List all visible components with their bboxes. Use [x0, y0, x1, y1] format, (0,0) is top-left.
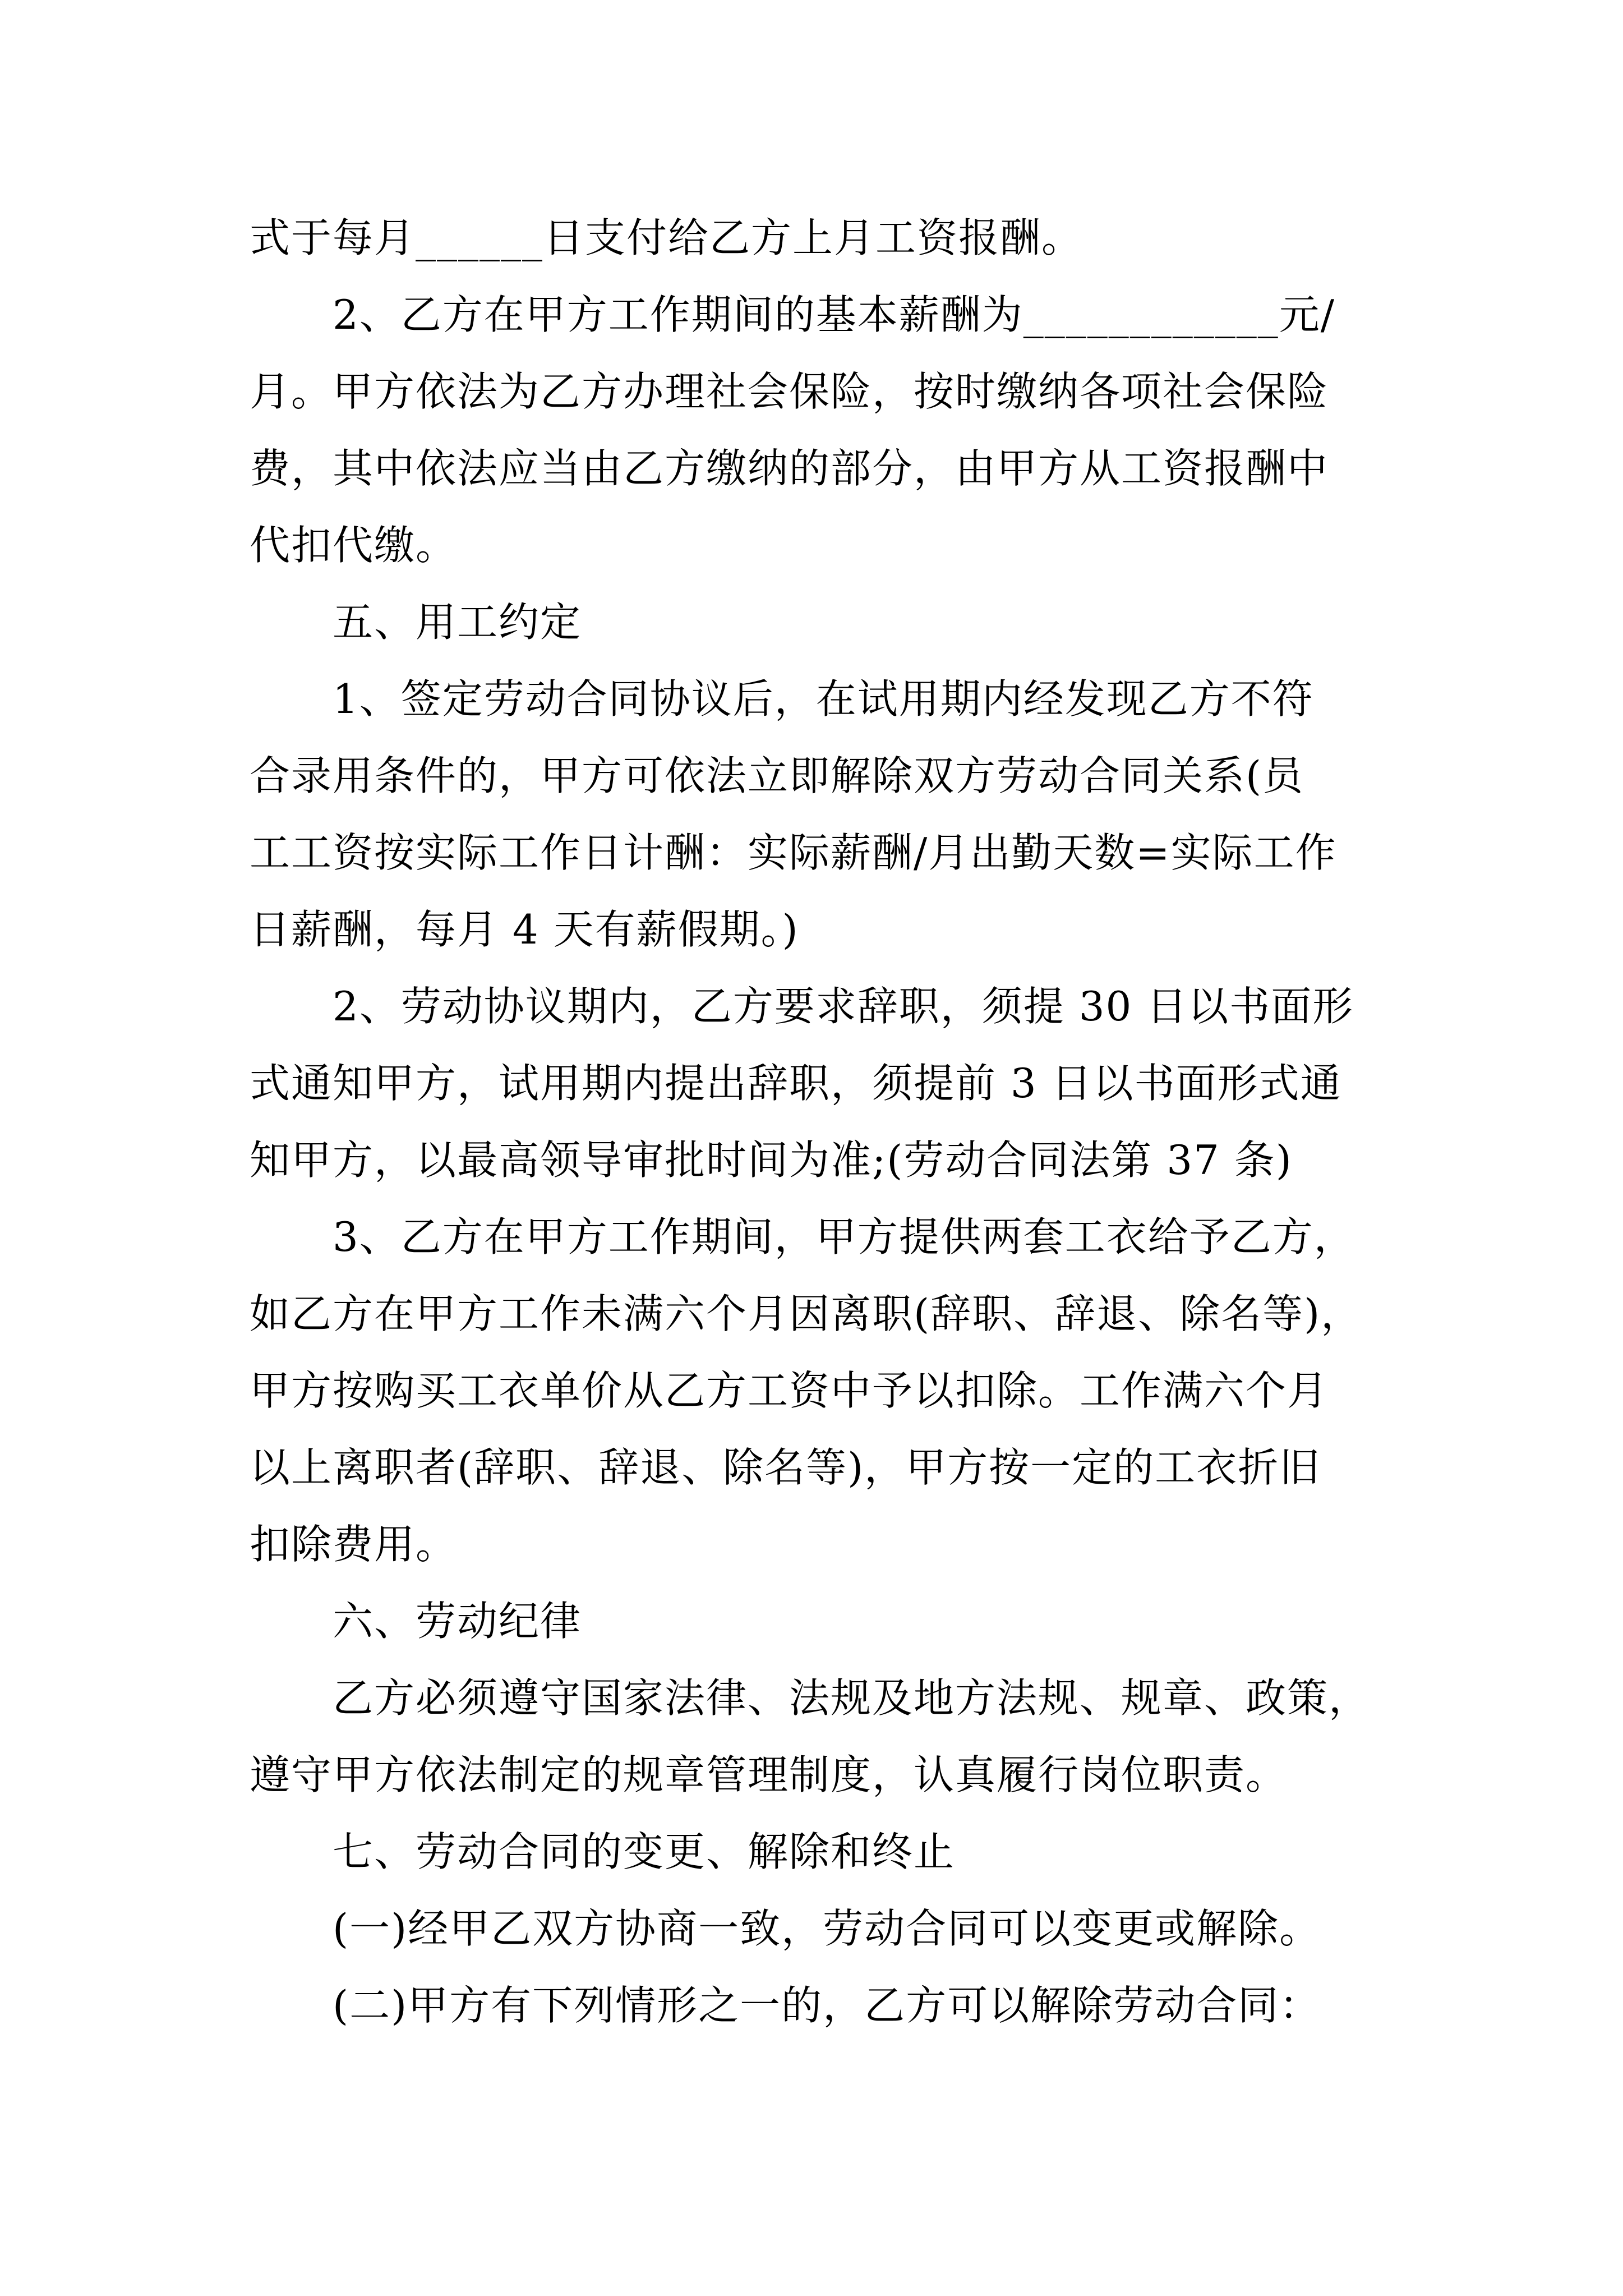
text-line: 3、乙方在甲方工作期间，甲方提供两套工衣给予乙方， [333, 1213, 1355, 1260]
text-line: 乙方必须遵守国家法律、法规及地方法规、规章、政策， [333, 1674, 1371, 1722]
section-heading: 七、劳动合同的变更、解除和终止 [333, 1828, 956, 1875]
text-line: 工工资按实际工作日计酬：实际薪酬/月出勤天数=实际工作 [250, 829, 1337, 876]
text-line: 合录用条件的，甲方可依法立即解除双方劳动合同关系(员 [250, 752, 1304, 799]
text-line: 1、签定劳动合同协议后，在试用期内经发现乙方不符 [333, 675, 1314, 723]
section-heading: 五、用工约定 [333, 599, 582, 646]
text-line: 月。甲方依法为乙方办理社会保险，按时缴纳各项社会保险 [250, 368, 1329, 415]
text-line: 代扣代缴。 [250, 522, 458, 569]
text-line: 式通知甲方，试用期内提出辞职，须提前 3 日以书面形式通 [250, 1060, 1342, 1107]
text-line: 遵守甲方依法制定的规章管理制度，认真履行岗位职责。 [250, 1751, 1288, 1798]
text-line: 如乙方在甲方工作未满六个月因离职(辞职、辞退、除名等)， [250, 1290, 1363, 1337]
text-line: 2、乙方在甲方工作期间的基本薪酬为____________元/ [333, 291, 1336, 338]
text-line: 式于每月______日支付给乙方上月工资报酬。 [250, 214, 1083, 261]
text-line: 日薪酬，每月 4 天有薪假期。) [250, 906, 799, 953]
text-line: (一)经甲乙双方协商一致，劳动合同可以变更或解除。 [333, 1905, 1321, 1952]
text-line: 甲方按购买工衣单价从乙方工资中予以扣除。工作满六个月 [250, 1367, 1329, 1414]
text-line: 知甲方，以最高领导审批时间为准;(劳动合同法第 37 条) [250, 1137, 1293, 1184]
text-line: 以上离职者(辞职、辞退、除名等)，甲方按一定的工衣折旧 [250, 1444, 1321, 1491]
text-line: 扣除费用。 [250, 1521, 458, 1568]
section-heading: 六、劳动纪律 [333, 1598, 582, 1645]
text-line: (二)甲方有下列情形之一的，乙方可以解除劳动合同： [333, 1982, 1321, 2029]
text-line: 费，其中依法应当由乙方缴纳的部分，由甲方从工资报酬中 [250, 445, 1329, 492]
text-line: 2、劳动协议期内，乙方要求辞职，须提 30 日以书面形 [333, 983, 1354, 1030]
